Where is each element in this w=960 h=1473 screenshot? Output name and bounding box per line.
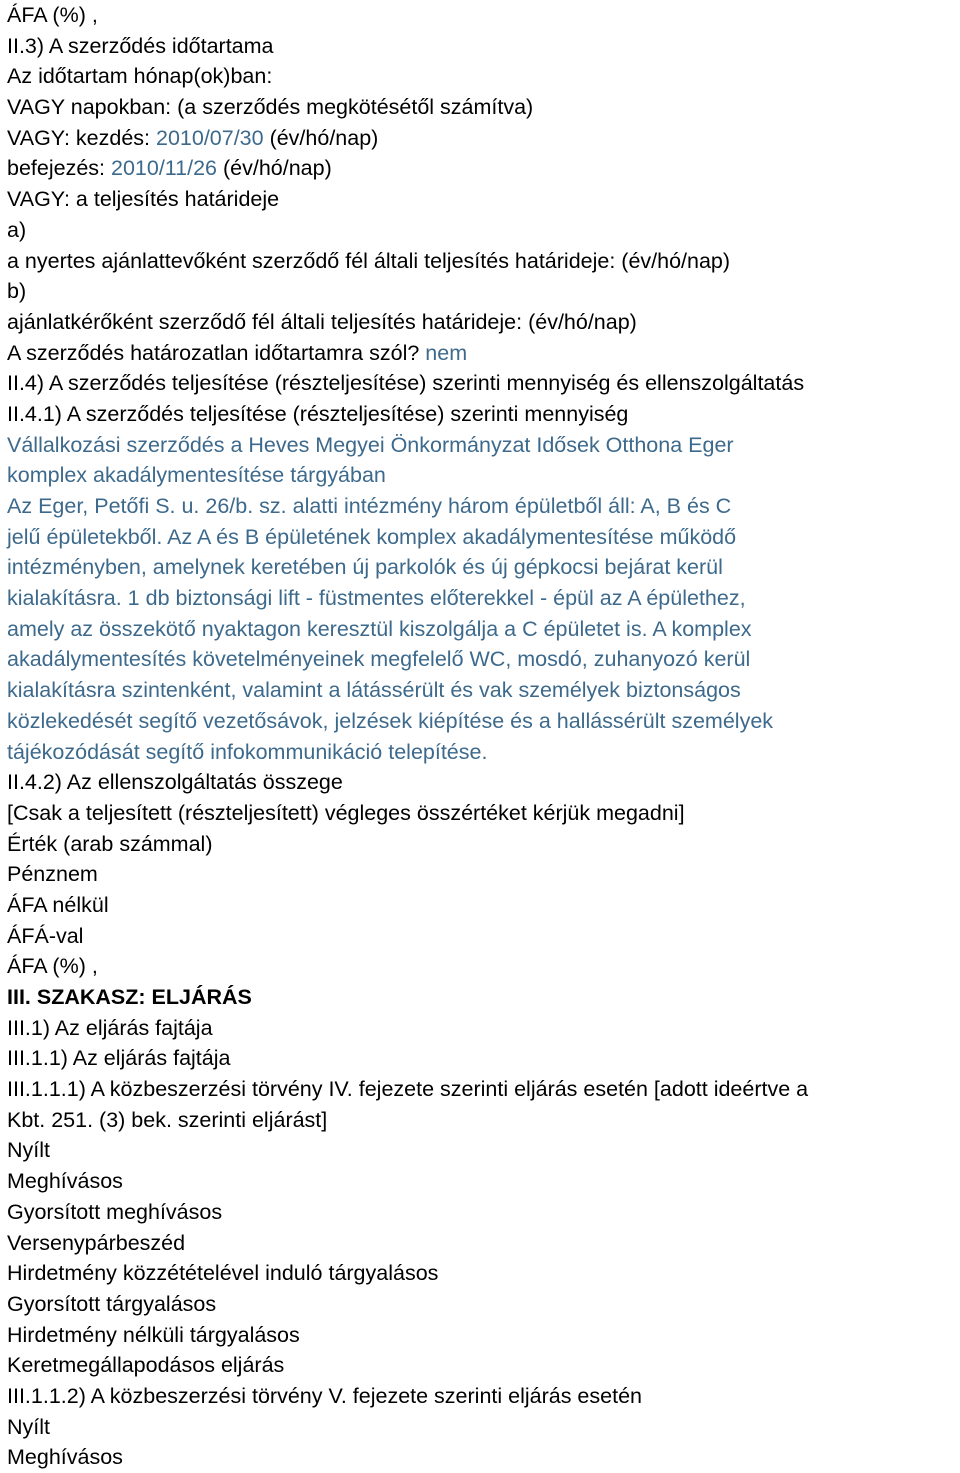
end-date-line: befejezés: 2010/11/26 (év/hó/nap) <box>7 156 332 181</box>
procedure-option-restricted: Meghívásos <box>7 1445 123 1470</box>
quantity-description-line: jelű épületekből. Az A és B épületének komplex akadálymentesítése működő <box>7 524 737 549</box>
start-date-line: VAGY: kezdés: 2010/07/30 (év/hó/nap) <box>7 125 379 150</box>
vat-percent-label: ÁFA (%) , <box>7 3 98 27</box>
procedure-option-negotiated-with-notice: Hirdetmény közzétételével induló tárgyalásos <box>7 1261 439 1286</box>
indefinite-term-value: nem <box>425 340 468 365</box>
section-procedure-heading: III. SZAKASZ: ELJÁRÁS <box>7 985 252 1009</box>
vat-percent-label: ÁFA (%) , <box>7 954 98 979</box>
chapter-iv-procedure-heading-cont: Kbt. 251. (3) bek. szerinti eljárást] <box>7 1107 328 1132</box>
quantity-description-line: amely az összekötő nyaktagon keresztül kiszolgálja a C épületet is. A komplex <box>7 616 752 641</box>
quantity-description-line: kialakításra. 1 db biztonsági lift - füstmentes előterekkel - épül az A épülethez, <box>7 586 746 611</box>
section-consideration-amount-heading: II.4.2) Az ellenszolgáltatás összege <box>7 770 343 795</box>
final-total-instruction: [Csak a teljesített (részteljesített) végleges összértéket kérjük megadni] <box>7 800 685 825</box>
section-contract-duration-heading: II.3) A szerződés időtartama <box>7 33 274 58</box>
quantity-description-line: Az Eger, Petőfi S. u. 26/b. sz. alatti intézmény három épületből áll: A, B és C <box>7 494 732 518</box>
currency-label: Pénznem <box>7 862 98 887</box>
quantity-description-line: Vállalkozási szerződés a Heves Megyei Önkormányzat Idősek Otthona Eger <box>7 432 734 457</box>
winning-bidder-deadline-label: a nyertes ajánlattevőként szerződő fél általi teljesítés határideje: (év/hó/nap) <box>7 248 731 273</box>
end-date-value: 2010/11/26 <box>110 156 217 181</box>
duration-months-label: Az időtartam hónap(ok)ban: <box>7 64 273 89</box>
document-page <box>7 0 957 1473</box>
procedure-type-heading: III.1) Az eljárás fajtája <box>7 1015 213 1040</box>
including-vat-label: ÁFÁ-val <box>7 923 84 948</box>
quantity-description-line: kialakításra szintenként, valamint a látássérült és vak személyek biztonságos <box>7 678 741 703</box>
contracting-authority-deadline-label: ajánlatkérőként szerződő fél általi teljesítés határideje: (év/hó/nap) <box>7 309 637 334</box>
performance-deadline-label: VAGY: a teljesítés határideje <box>7 187 280 212</box>
excluding-vat-label: ÁFA nélkül <box>7 892 109 917</box>
section-quantity-heading: II.4.1) A szerződés teljesítése (részteljesítése) szerinti mennyiség <box>7 401 629 426</box>
procedure-option-accelerated-negotiated: Gyorsított tárgyalásos <box>7 1291 217 1316</box>
chapter-iv-procedure-heading: III.1.1.1) A közbeszerzési törvény IV. fejezete szerinti eljárás esetén [adott ideértve a <box>7 1077 809 1102</box>
item-a-label: a) <box>7 217 27 242</box>
duration-days-label: VAGY napokban: (a szerződés megkötésétől számítva) <box>7 95 534 120</box>
procedure-option-open: Nyílt <box>7 1138 50 1163</box>
quantity-description-line: közlekedését segítő vezetősávok, jelzések kiépítése és a hallássérült személyek <box>7 708 774 733</box>
procedure-option-negotiated-without-notice: Hirdetmény nélküli tárgyalásos <box>7 1322 300 1347</box>
quantity-description-line: tájékozódását segítő infokommunikáció telepítése. <box>7 739 488 764</box>
chapter-v-procedure-heading: III.1.1.2) A közbeszerzési törvény V. fejezete szerinti eljárás esetén <box>7 1383 642 1408</box>
quantity-description-line: komplex akadálymentesítése tárgyában <box>7 463 386 488</box>
procedure-option-framework-agreement: Keretmegállapodásos eljárás <box>7 1353 285 1378</box>
quantity-description-line: intézményben, amelynek keretében új parkolók és új gépkocsi bejárat kerül <box>7 555 723 580</box>
procedure-type-subheading: III.1.1) Az eljárás fajtája <box>7 1046 231 1071</box>
procedure-option-restricted: Meghívásos <box>7 1169 123 1194</box>
section-quantity-consideration-heading: II.4) A szerződés teljesítése (részteljesítése) szerinti mennyiség és ellenszolgáltatás <box>7 371 805 396</box>
start-date-value: 2010/07/30 <box>155 125 264 150</box>
item-b-label: b) <box>7 279 27 304</box>
procedure-option-open: Nyílt <box>7 1414 50 1439</box>
procedure-option-competitive-dialogue: Versenypárbeszéd <box>7 1230 186 1255</box>
procedure-option-accelerated-restricted: Gyorsított meghívásos <box>7 1199 223 1224</box>
indefinite-term-line: A szerződés határozatlan időtartamra szól? nem <box>7 340 468 365</box>
quantity-description-line: akadálymentesítés követelményeinek megfelelő WC, mosdó, zuhanyozó kerül <box>7 647 751 672</box>
value-label: Érték (arab számmal) <box>7 831 213 856</box>
